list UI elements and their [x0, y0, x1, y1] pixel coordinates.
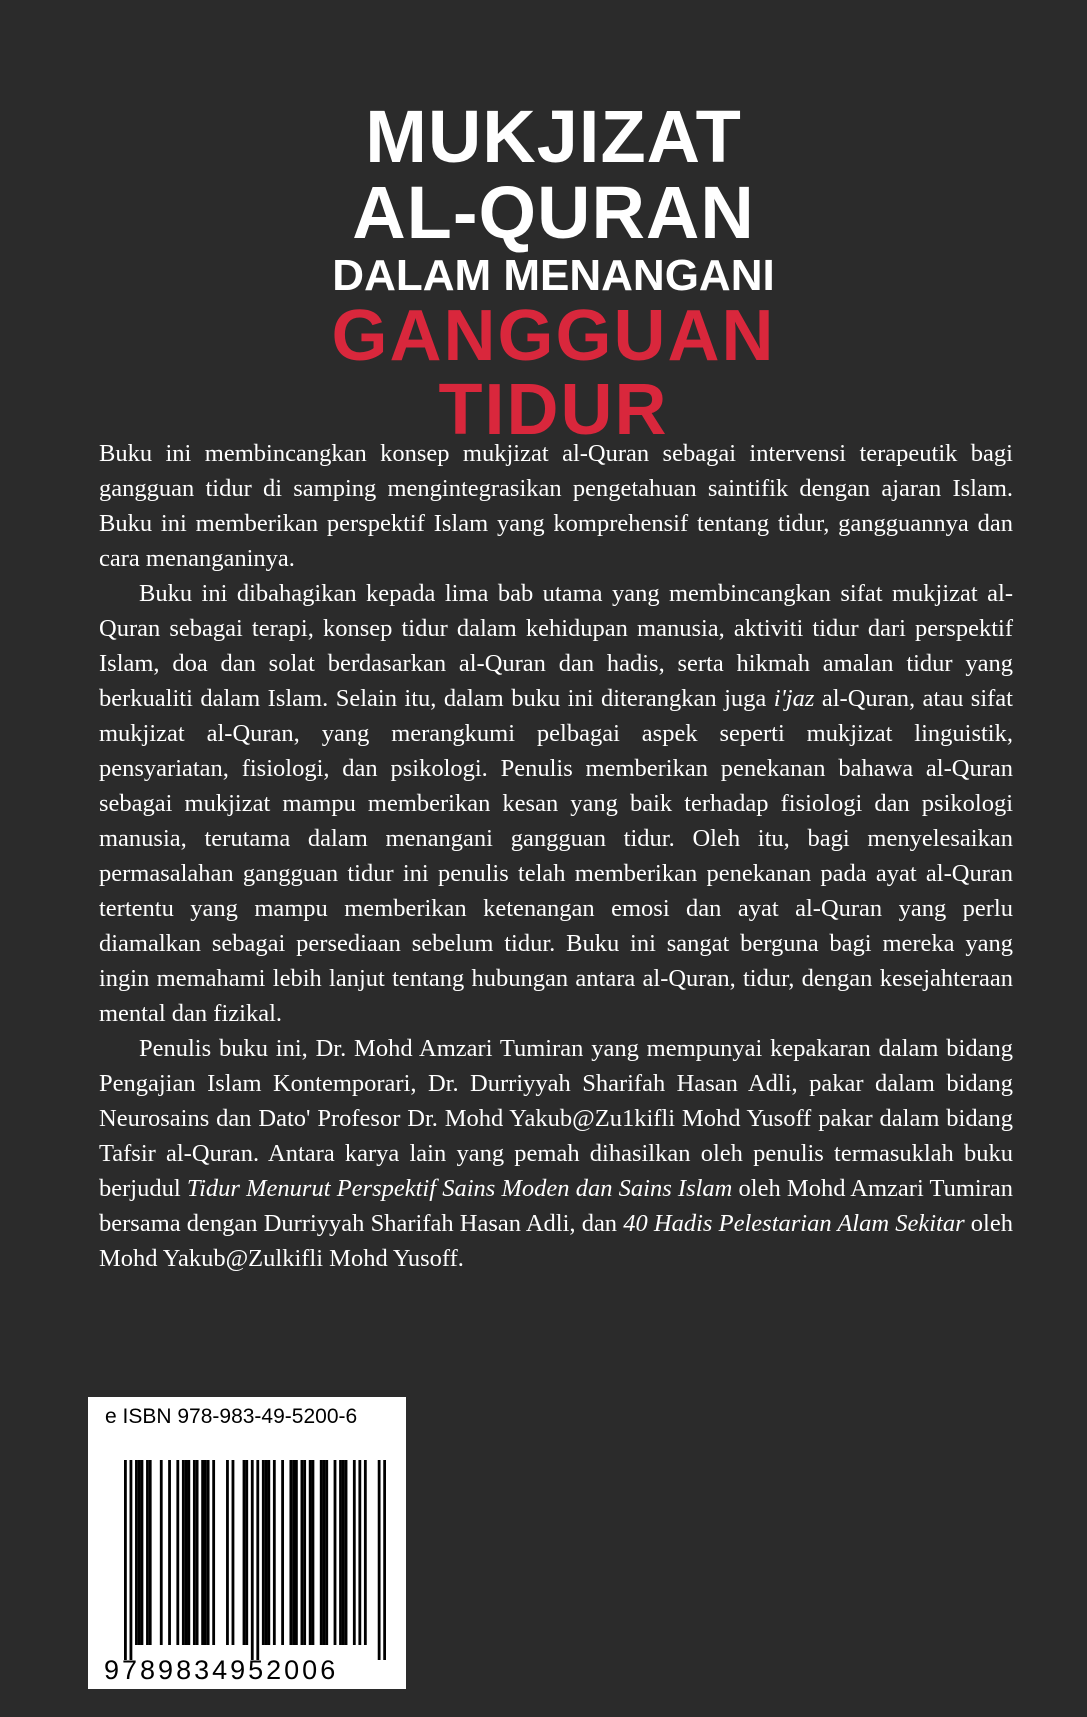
barcode-bar	[289, 1460, 292, 1645]
barcode-bar	[303, 1460, 306, 1645]
barcode-bar	[141, 1460, 144, 1645]
barcode-bar	[265, 1460, 268, 1645]
synopsis	[99, 436, 1013, 1276]
title-line-2: AL-QURAN	[352, 171, 755, 254]
barcode-bar	[339, 1460, 342, 1645]
p3-italic-1: Tidur Menurut Perspektif Sains Moden dan Sains Islam	[186, 1175, 733, 1202]
p3-text-c: oleh Mohd Yakub@Zulkifli Mohd Yusoff.	[99, 1210, 1013, 1272]
barcode-bar	[196, 1460, 199, 1645]
barcode-bar	[193, 1460, 196, 1645]
barcode-bar	[226, 1460, 229, 1645]
p2-text-b: al-Quran, atau sifat mukjizat al-Quran, yang merangkumi pelbagai aspek seperti mukjizat linguistik, pensyariatan, fisiologi, dan psikologi. Penulis memberikan penekanan bahawa al-Quran sebagai mukjizat mampu memberikan kesan yang baik terhadap fisiologi dan psikologi manusia, terutama dalam menangani gangguan tidur. Oleh itu, bagi menyelesaikan permasalahan gangguan tidur ini penulis telah memberikan penekanan pada ayat al-Quran tertentu yang mampu memberikan ketenangan emosi dan ayat al-Quran yang perlu diamalkan sebagai persediaan sebelum tidur. Buku ini sangat berguna bagi mereka yang ingin memahami lebih lanjut tentang hubungan antara al-Quran, tidur, dengan kesejahteraan mental dan fizikal.	[99, 685, 1013, 1027]
barcode-bar	[301, 1460, 304, 1645]
title-line-1: MUKJIZAT	[365, 95, 742, 178]
barcode-bar	[232, 1460, 235, 1645]
barcode-bar	[364, 1460, 367, 1645]
barcode-bar	[201, 1460, 204, 1645]
barcode-bar	[182, 1460, 185, 1645]
title-line-4: GANGGUAN	[331, 296, 776, 376]
barcode-bar	[185, 1460, 188, 1645]
title-line-3: DALAM MENANGANI	[332, 251, 775, 300]
barcode-bar	[256, 1460, 259, 1660]
barcode-bar	[378, 1460, 381, 1660]
title-line-5: TIDUR	[438, 370, 669, 450]
barcode-bar	[295, 1460, 298, 1645]
barcode-bar	[212, 1460, 215, 1645]
barcode-bar	[309, 1460, 312, 1645]
barcode-bar	[292, 1460, 295, 1645]
barcode-bar	[320, 1460, 323, 1645]
p3-text-a: Penulis buku ini, Dr. Mohd Amzari Tumiran yang mempunyai kepakaran dalam bidang Pengajian Islam Kontemporari, Dr. Durriyyah Sharifah Hasan Adli, pakar dalam bidang Neurosains dan Dato' Profesor Dr. Mohd Yakub@Zu1kifli Mohd Yusoff pakar dalam bidang Tafsir al-Quran. Antara karya lain yang pemah dihasilkan oleh penulis termasuklah buku berjudul	[99, 1035, 1013, 1202]
barcode-bar	[124, 1460, 127, 1660]
barcode-bar	[273, 1460, 276, 1645]
barcode-bar	[243, 1460, 246, 1645]
isbn-barcode	[88, 1397, 406, 1689]
barcode-bar	[135, 1460, 138, 1645]
barcode-bar	[130, 1460, 133, 1660]
barcode-bar	[342, 1460, 345, 1645]
barcode-bar	[160, 1460, 163, 1645]
barcode-bar	[323, 1460, 326, 1645]
barcode-bar	[245, 1460, 248, 1645]
p2-text-a: Buku ini dibahagikan kepada lima bab utama yang membincangkan sifat mukjizat al-Quran sebagai terapi, konsep tidur dalam kehidupan manusia, aktiviti tidur dari perspektif Islam, doa dan solat berdasarkan al-Quran dan hadis, serta hikmah amalan tidur yang berkualiti dalam Islam. Selain itu, dalam buku ini diterangkan juga	[99, 580, 1013, 712]
barcode-bar	[312, 1460, 315, 1645]
barcode-bar	[325, 1460, 328, 1645]
synopsis-paragraph-3	[99, 1031, 1013, 1276]
barcode-bar	[204, 1460, 207, 1645]
p3-italic-2: 40 Hadis Pelestarian Alam Sekitar	[623, 1210, 965, 1237]
barcode-bar	[345, 1460, 348, 1645]
barcode-bar	[353, 1460, 356, 1645]
barcode-bar	[187, 1460, 190, 1645]
barcode-bar	[146, 1460, 149, 1645]
barcode-bar	[168, 1460, 171, 1645]
isbn-label: e ISBN 978-983-49-5200-6	[105, 1405, 358, 1428]
barcode-bar	[262, 1460, 265, 1645]
p3-text-b: oleh Mohd Amzari Tumiran bersama dengan Durriyyah Sharifah Hasan Adli, dan	[99, 1175, 1014, 1237]
barcode-bar	[251, 1460, 254, 1660]
barcode-bar	[383, 1460, 386, 1660]
barcode-bars	[124, 1460, 386, 1660]
barcode-bar	[358, 1460, 361, 1645]
barcode-bar	[176, 1460, 179, 1645]
synopsis-paragraph-2	[99, 576, 1013, 1031]
barcode-bar	[207, 1460, 210, 1645]
synopsis-paragraph-1: Buku ini membincangkan konsep mukjizat al-Quran sebagai intervensi terapeutik bagi gangguan tidur di samping mengintegrasikan pengetahuan saintifik dengan ajaran Islam. Buku ini memberikan perspektif Islam yang komprehensif tentang tidur, gangguannya dan cara menanganinya.	[99, 440, 1013, 572]
barcode-bar	[281, 1460, 284, 1645]
p2-italic: i'jaz	[773, 685, 815, 712]
barcode-bar	[149, 1460, 152, 1645]
barcode-digits: 9789834952006	[104, 1655, 339, 1685]
barcode-bar	[267, 1460, 270, 1645]
barcode-bar	[334, 1460, 337, 1645]
book-title	[0, 95, 1087, 450]
barcode-bar	[138, 1460, 141, 1645]
